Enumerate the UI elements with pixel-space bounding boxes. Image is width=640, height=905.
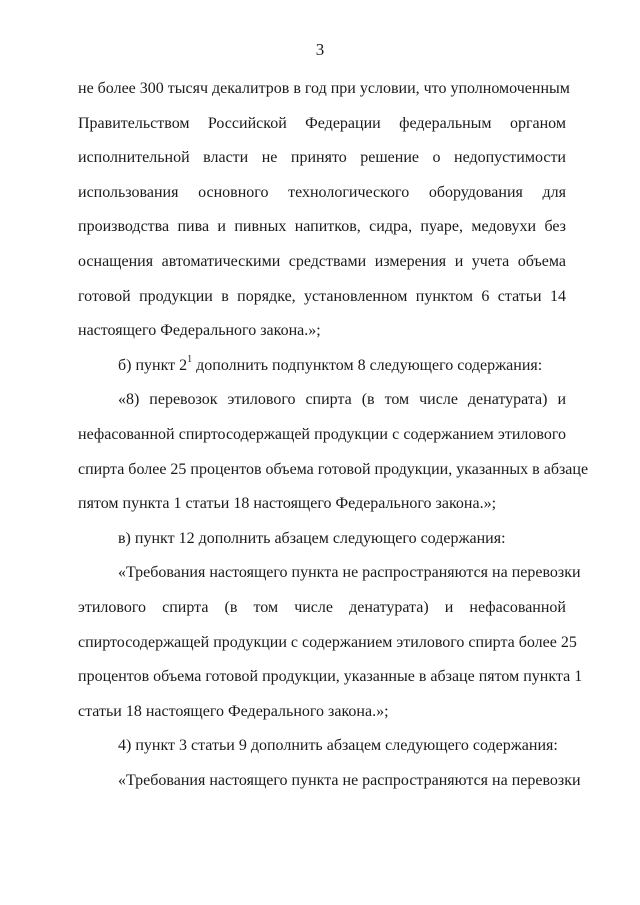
text-line: этилового спирта (в том числе денатурата) и нефасованной [78, 598, 566, 616]
text-fragment: дополнить подпунктом 8 следующего содержания: [192, 356, 543, 374]
text-line: нефасованной спиртосодержащей продукции с содержанием этилового [78, 425, 566, 443]
page-number: 3 [315, 40, 325, 59]
text-line: настоящего Федерального закона.»; [78, 322, 321, 340]
text-line: «8) перевозок этилового спирта (в том числе денатурата) и [118, 391, 566, 409]
text-line: 4) пункт 3 статьи 9 дополнить абзацем следующего содержания: [118, 737, 558, 755]
document-body [78, 72, 589, 798]
text-line: не более 300 тысяч декалитров в год при условии, что уполномоченным [78, 80, 570, 97]
text-line: процентов объема готовой продукции, указанные в абзаце пятом пункта 1 [78, 668, 583, 686]
text-line: использования основного технологического оборудования для [78, 183, 566, 201]
text-line: в) пункт 12 дополнить абзацем следующего содержания: [118, 529, 506, 547]
text-line: спирта более 25 процентов объема готовой продукции, указанных в абзаце [78, 460, 589, 478]
text-line: готовой продукции в порядке, установленном пунктом 6 статьи 14 [78, 287, 566, 305]
text-line: «Требования настоящего пункта не распространяются на перевозки [118, 564, 581, 582]
text-fragment: б) пункт 2 [118, 356, 188, 374]
text-line: статьи 18 настоящего Федерального закона.»; [78, 702, 389, 720]
text-line: спиртосодержащей продукции с содержанием этилового спирта более 25 [78, 633, 577, 651]
text-line: Правительством Российской Федерации федеральным органом [78, 114, 566, 132]
text-line: оснащения автоматическими средствами измерения и учета объема [78, 252, 566, 270]
text-line: производства пива и пивных напитков, сидра, пуаре, медовухи без [78, 218, 566, 236]
text-line: пятом пункта 1 статьи 18 настоящего Федерального закона.»; [78, 495, 497, 513]
text-line: «Требования настоящего пункта не распространяются на перевозки [118, 771, 581, 789]
paragraph-b [78, 349, 566, 384]
text-line: исполнительной власти не принято решение о недопустимости [78, 149, 566, 167]
superscript: 1 [187, 354, 193, 366]
